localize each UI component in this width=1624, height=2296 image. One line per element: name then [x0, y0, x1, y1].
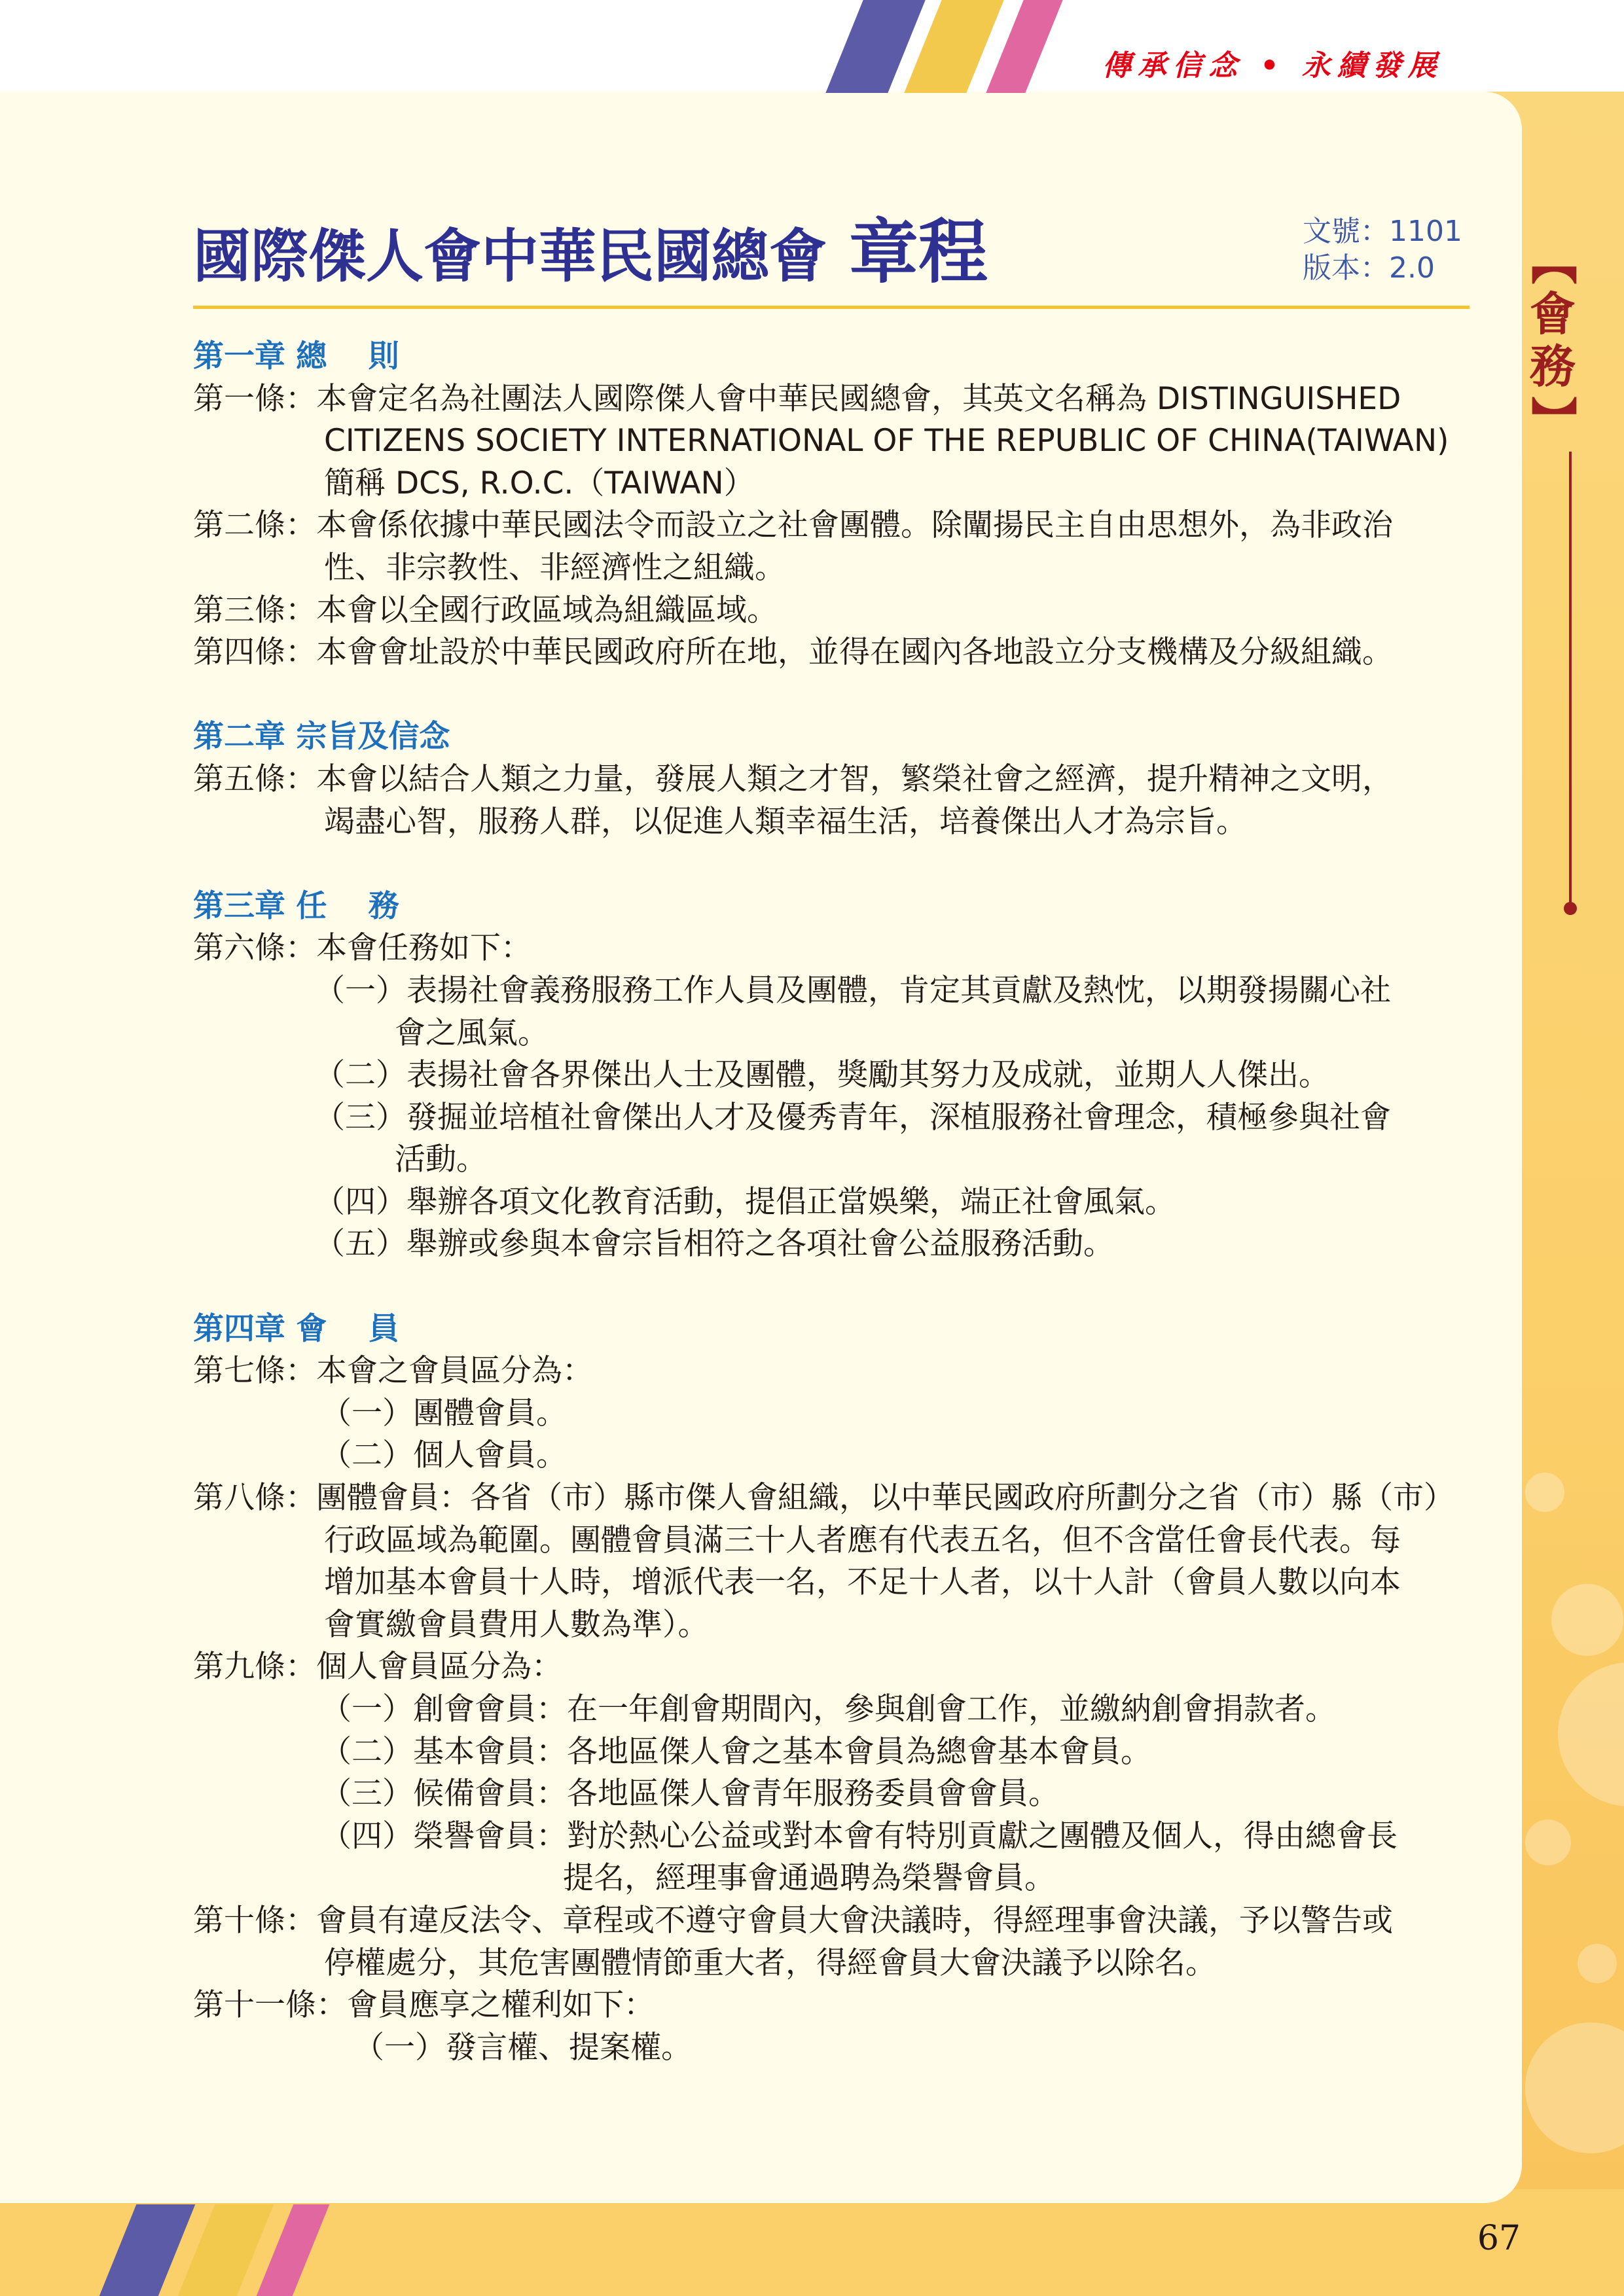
article-label: 第一條：: [193, 380, 316, 417]
chapter-heading: 第四章 會 員: [193, 1310, 399, 1347]
decor-bubble: [1578, 1944, 1617, 1983]
article-line: [193, 1520, 1470, 1562]
bracket-close: 】: [1526, 396, 1580, 442]
article-text: 會員有違反法令、章程或不遵守會員大會決議時，得經理事會決議，予以警告或: [316, 1902, 1393, 1939]
item-text: 提名，經理事會通過聘為榮譽會員。: [563, 1860, 1055, 1897]
document-number: 文號：1101: [1303, 215, 1462, 248]
item-text: 表揚社會各界傑出人士及團體，獎勵其努力及成就，並期人人傑出。: [406, 1057, 1329, 1094]
item-number: （二）: [321, 1733, 413, 1770]
item-number: （三）: [321, 1776, 413, 1812]
article-text: 本會定名為社團法人國際傑人會中華民國總會，其英文名稱為 DISTINGUISHED: [316, 380, 1401, 417]
article-text: 會實繳會員費用人數為準）。: [324, 1606, 709, 1643]
item-text: 基本會員：各地區傑人會之基本會員為總會基本會員。: [413, 1733, 1151, 1770]
decor-bubble: [1525, 1473, 1564, 1512]
list-item: [193, 1181, 1470, 1224]
item-text: 候備會員：各地區傑人會青年服務委員會會員。: [413, 1776, 1059, 1812]
list-item: [193, 1139, 1470, 1181]
decor-bubble: [1551, 1584, 1623, 1656]
article-text: 簡稱 DCS, R.O.C.（TAIWAN）: [324, 465, 755, 501]
item-text: （二）個人會員。: [321, 1437, 567, 1474]
list-item: [193, 2027, 1470, 2070]
document-version: 版本：2.0: [1303, 251, 1435, 285]
chapter-heading: 第一章 總 則: [193, 338, 399, 374]
article-line: [193, 420, 1470, 463]
article-label: 第六條：: [193, 930, 316, 967]
article-text: 個人會員區分為：: [316, 1649, 562, 1685]
page-title: [193, 209, 1110, 295]
article-line: [193, 463, 1470, 505]
article-text: 本會以全國行政區域為組織區域。: [316, 592, 778, 628]
article-label: 第二條：: [193, 507, 316, 544]
article-line: [193, 1984, 1470, 2027]
chapter-heading: 第三章 任 務: [193, 888, 399, 924]
article-label: 第四條：: [193, 634, 316, 671]
article-line: [193, 590, 1470, 632]
section-line: [1569, 452, 1572, 910]
item-text: 舉辦各項文化教育活動，提倡正當娛樂，端正社會風氣。: [406, 1183, 1176, 1220]
list-item: [193, 1054, 1470, 1097]
item-text: （一）發言權、提案權。: [353, 2029, 692, 2066]
item-number: （四）: [321, 1818, 413, 1854]
item-number: （二）: [314, 1057, 406, 1094]
bracket-open: 【: [1526, 239, 1580, 285]
article-line: [193, 1562, 1470, 1604]
item-number: （三）: [314, 1099, 406, 1136]
chapter-heading: 第二章 宗旨及信念: [193, 719, 450, 755]
article-text: 性、非宗教性、非經濟性之組織。: [324, 549, 785, 586]
article-label: 第十條：: [193, 1902, 316, 1939]
list-item: [193, 970, 1470, 1013]
article-label: 第五條：: [193, 761, 316, 797]
article-line: [193, 505, 1470, 547]
item-text: 舉辦或參與本會宗旨相符之各項社會公益服務活動。: [406, 1226, 1114, 1263]
item-number: （一）: [314, 972, 406, 1009]
article-label: 第十一條：: [193, 1987, 347, 2024]
item-text: （一）團體會員。: [321, 1395, 567, 1431]
list-item: [193, 1773, 1470, 1816]
article-text: 會員應享之權利如下：: [347, 1987, 655, 2024]
document-meta: [1303, 213, 1466, 287]
article-line: [193, 1943, 1470, 1985]
article-line: [193, 927, 1470, 970]
article-line: [193, 801, 1470, 844]
section-label-char: 務: [1530, 339, 1576, 393]
article-line: [193, 1900, 1470, 1943]
item-text: 活動。: [395, 1141, 487, 1178]
title-main: 國際傑人會中華民國總會: [193, 222, 827, 290]
item-text: 創會會員：在一年創會期間內，參與創會工作，並繳納創會捐款者。: [413, 1691, 1336, 1727]
item-text: 會之風氣。: [395, 1014, 549, 1051]
article-label: 第七條：: [193, 1353, 316, 1390]
article-label: 第九條：: [193, 1649, 316, 1685]
title-suffix: 章程: [849, 211, 988, 293]
article-line: [193, 632, 1470, 674]
article-line: [193, 547, 1470, 590]
article-text: 本會以結合人類之力量，發展人類之才智，繁榮社會之經濟，提升精神之文明，: [316, 761, 1393, 797]
document-body: [193, 336, 1470, 2069]
item-text: 表揚社會義務服務工作人員及團體，肯定其貢獻及熱忱，以期發揚關心社: [406, 972, 1391, 1009]
list-item: [193, 1223, 1470, 1266]
article-text: 本會係依據中華民國法令而設立之社會團體。除闡揚民主自由思想外，為非政治: [316, 507, 1393, 544]
list-item: [193, 1689, 1470, 1731]
article-text: 增加基本會員十人時，增派代表一名，不足十人者，以十人計（會員人數以向本: [324, 1564, 1401, 1601]
item-text: 發掘並培植社會傑出人才及優秀青年，深植服務社會理念，積極參與社會: [406, 1099, 1391, 1136]
section-label-char: 會: [1530, 287, 1576, 341]
article-text: 停權處分，其危害團體情節重大者，得經會員大會決議予以除名。: [324, 1945, 1216, 1981]
section-label: [1525, 236, 1580, 445]
list-item: [193, 1857, 1470, 1900]
list-item: [193, 1013, 1470, 1055]
article-text: 本會會址設於中華民國政府所在地，並得在國內各地設立分支機構及分級組織。: [316, 634, 1393, 671]
title-divider: [193, 306, 1470, 309]
article-line: [193, 1646, 1470, 1689]
item-text: 榮譽會員：對於熱心公益或對本會有特別貢獻之團體及個人，得由總會長: [413, 1818, 1398, 1854]
list-item: [193, 1435, 1470, 1477]
list-item: [193, 1731, 1470, 1774]
article-text: 本會之會員區分為：: [316, 1353, 593, 1390]
section-line-dot: [1564, 902, 1577, 915]
article-text: CITIZENS SOCIETY INTERNATIONAL OF THE REPUBLIC OF CHINA(TAIWAN): [324, 423, 1449, 459]
article-line: [193, 378, 1470, 421]
article-text: 行政區域為範圍。團體會員滿三十人者應有代表五名，但不含當任會長代表。每: [324, 1522, 1401, 1558]
article-text: 竭盡心智，服務人群，以促進人類幸福生活，培養傑出人才為宗旨。: [324, 803, 1247, 840]
article-label: 第八條：: [193, 1480, 316, 1516]
list-item: [193, 1393, 1470, 1435]
article-text: 團體會員：各省（市）縣市傑人會組織，以中華民國政府所劃分之省（市）縣（市）: [316, 1480, 1454, 1516]
article-line: [193, 1477, 1470, 1520]
item-number: （五）: [314, 1226, 406, 1263]
article-label: 第三條：: [193, 592, 316, 628]
article-text: 本會任務如下：: [316, 930, 532, 967]
article-line: [193, 759, 1470, 801]
list-item: [193, 1097, 1470, 1139]
decor-bubble: [1525, 1820, 1571, 1865]
article-line: [193, 1350, 1470, 1393]
item-number: （一）: [321, 1691, 413, 1727]
header-motto: 傳承信念 • 永續發展: [1102, 49, 1443, 82]
list-item: [193, 1816, 1470, 1858]
page-number: 67: [1477, 2219, 1521, 2258]
item-number: （四）: [314, 1183, 406, 1220]
article-line: [193, 1604, 1470, 1647]
